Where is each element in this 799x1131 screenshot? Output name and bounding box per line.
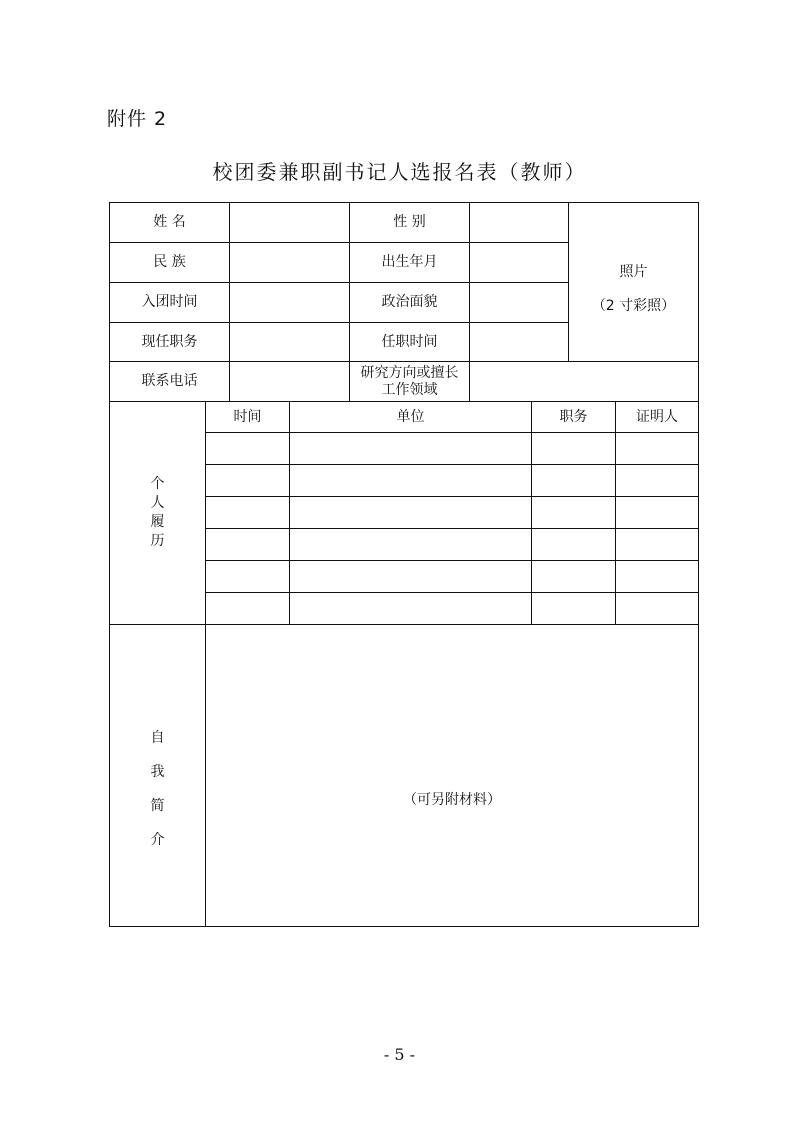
birth-field[interactable] <box>470 243 568 282</box>
ethnicity-field[interactable] <box>230 243 349 282</box>
page-number: - 5 - <box>383 1045 416 1064</box>
gender-label: 性 别 <box>393 214 426 230</box>
position-label: 现任职务 <box>141 333 198 350</box>
phone-label: 联系电话 <box>141 373 198 389</box>
birth-label: 出生年月 <box>381 254 438 270</box>
photo-box[interactable] <box>569 203 698 361</box>
tenure-field[interactable] <box>470 323 568 361</box>
position-field[interactable] <box>230 323 349 361</box>
resume-section-label: 个 人 履 历 <box>150 476 165 549</box>
intro-field[interactable] <box>206 625 698 926</box>
political-field[interactable] <box>470 283 568 322</box>
gender-field[interactable] <box>470 203 568 242</box>
intro-section-label: 自 我 简 介 <box>150 730 165 848</box>
research-field[interactable] <box>470 362 698 401</box>
table-row[interactable] <box>206 529 698 560</box>
league-join-label: 入团时间 <box>141 294 198 310</box>
research-label <box>350 362 469 401</box>
resume-col-unit: 单位 <box>396 408 425 425</box>
intro-placeholder: （可另附材料） <box>403 791 501 808</box>
research-label-line1: 研究方向或擅长 <box>360 364 459 381</box>
table-row[interactable] <box>206 561 698 592</box>
resume-col-referee: 证明人 <box>636 408 678 425</box>
table-row[interactable] <box>206 465 698 496</box>
political-label: 政治面貌 <box>381 294 438 310</box>
resume-col-time: 时间 <box>233 408 262 425</box>
name-label: 姓 名 <box>153 214 186 230</box>
tenure-label: 任职时间 <box>381 333 438 350</box>
phone-field[interactable] <box>230 362 349 401</box>
table-row[interactable] <box>206 593 698 624</box>
name-field[interactable] <box>230 203 349 242</box>
table-row[interactable] <box>206 433 698 464</box>
research-label-line2: 工作领域 <box>381 381 438 398</box>
photo-label: 照片 <box>619 263 648 280</box>
table-row[interactable] <box>206 497 698 528</box>
ethnicity-label: 民 族 <box>153 254 186 270</box>
league-join-field[interactable] <box>230 283 349 322</box>
resume-col-duty: 职务 <box>559 408 588 425</box>
form-title: 校团委兼职副书记人选报名表（教师） <box>212 160 587 184</box>
attachment-label: 附件 2 <box>107 108 168 130</box>
photo-size-note: （2 寸彩照） <box>591 297 676 314</box>
